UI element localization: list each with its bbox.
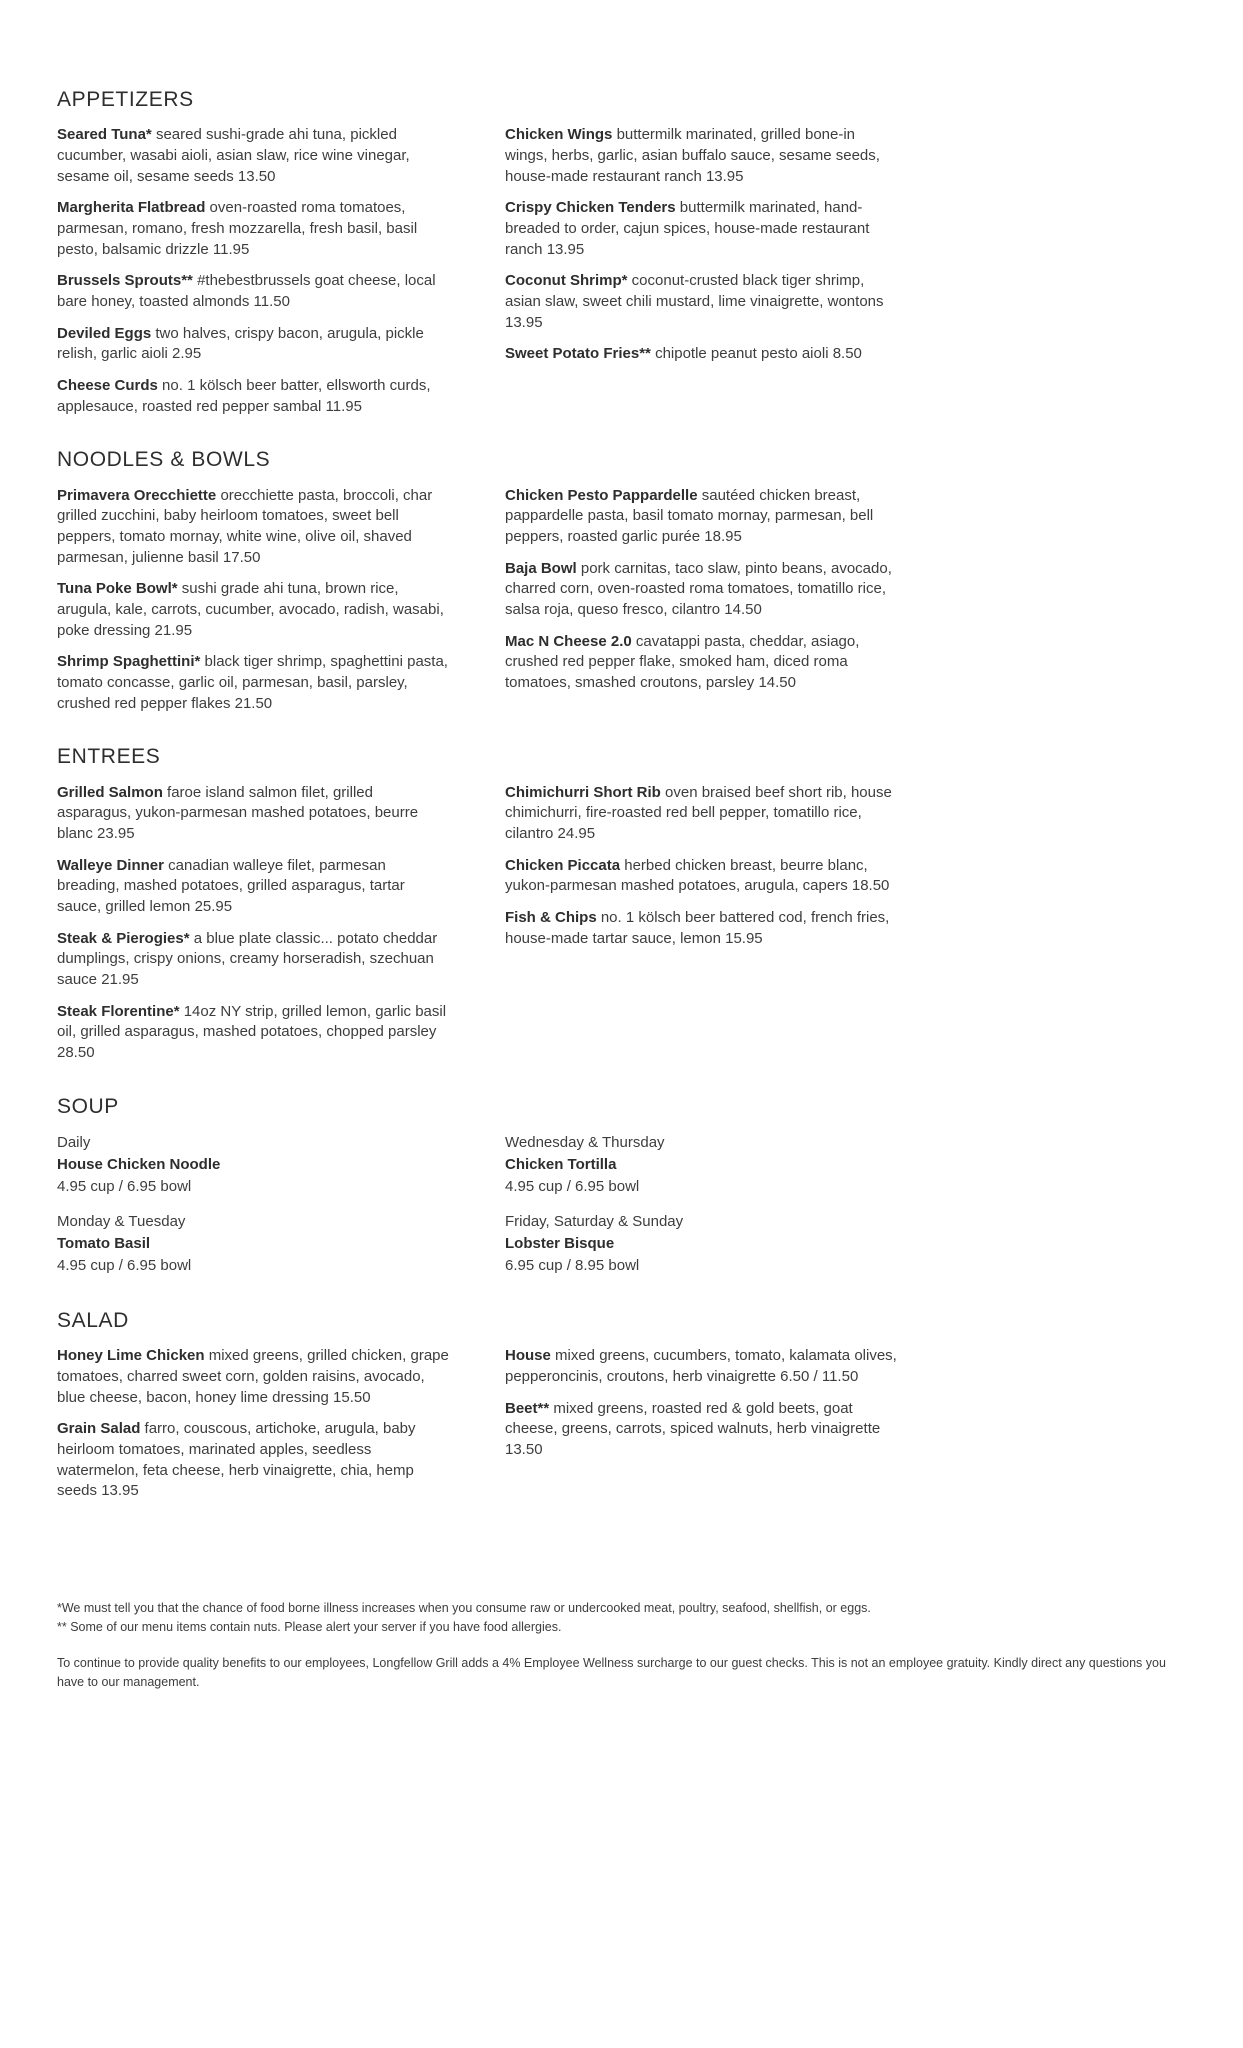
menu-item-desc: cavatappi pasta, cheddar, asiago, crushed red pepper flake, smoked ham, diced roma tomatoes, smashed croutons, parsley 14.50	[505, 632, 860, 692]
nuts-allergy-footnote: ** Some of our menu items contain nuts. Please alert your server if you have food allergies.	[57, 1620, 562, 1635]
soup-price: 4.95 cup / 6.95 bowl	[505, 1178, 640, 1196]
section-title: NOODLES & BOWLS	[57, 448, 271, 472]
section-title: APPETIZERS	[57, 88, 194, 111]
menu-item-name: Cheese Curds	[57, 377, 158, 395]
menu-item	[57, 324, 449, 365]
menu-item-desc: farro, couscous, artichoke, arugula, baby heirloom tomatoes, marinated apples, seedless watermelon, feta cheese, herb vinaigrette, chia, hemp seeds 13.95	[57, 1420, 416, 1500]
menu-item-name: Chicken Wings	[505, 126, 613, 144]
menu-item-desc: faroe island salmon filet, grilled asparagus, yukon-parmesan mashed potatoes, beurre blanc 23.95	[57, 783, 419, 842]
menu-item-desc: black tiger shrimp, spaghettini pasta, tomato concasse, garlic oil, parmesan, basil, parsley, crushed red pepper flakes 21.50	[57, 653, 448, 712]
menu-item	[57, 198, 449, 260]
soup-item	[57, 1211, 449, 1278]
menu-item-desc: chipotle peanut pesto aioli 8.50	[655, 345, 862, 363]
section-columns	[57, 125, 1185, 428]
menu-item	[505, 856, 897, 897]
section-columns	[57, 1346, 1185, 1513]
menu-item	[505, 1346, 897, 1387]
menu-item-name: House	[505, 1347, 551, 1365]
soup-name: Chicken Tortilla	[505, 1156, 617, 1174]
menu-item-name: Chicken Pesto Pappardelle	[505, 486, 698, 504]
menu-column	[57, 783, 449, 1075]
soup-schedule-label: Friday, Saturday & Sunday	[505, 1212, 684, 1230]
menu-item	[57, 1419, 449, 1502]
section-title: SALAD	[57, 1309, 129, 1333]
section-title: SOUP	[57, 1094, 119, 1118]
section-columns	[57, 783, 1185, 1075]
menu-item	[505, 559, 897, 621]
menu-item-desc: herbed chicken breast, beurre blanc, yukon-parmesan mashed potatoes, arugula, capers 18.50	[505, 856, 890, 895]
menu-item-name: Baja Bowl	[505, 559, 577, 577]
menu-item-name: Sweet Potato Fries**	[505, 345, 651, 363]
menu-item-name: Primavera Orecchiette	[57, 486, 217, 504]
menu-item-name: Steak & Pierogies*	[57, 929, 190, 947]
menu-item-name: Shrimp Spaghettini*	[57, 653, 201, 671]
menu-item-desc: buttermilk marinated, grilled bone-in wings, herbs, garlic, asian buffalo sauce, sesame seeds, house-made restaurant ranch 13.95	[505, 126, 880, 185]
section-columns	[57, 486, 1185, 726]
menu-item-name: Deviled Eggs	[57, 324, 152, 342]
menu-item	[505, 632, 897, 694]
menu-item	[57, 125, 449, 187]
menu-item-desc: no. 1 kölsch beer battered cod, french fries, house-made tartar sauce, lemon 15.95	[505, 908, 890, 947]
menu-item	[57, 376, 449, 417]
menu-item-desc: a blue plate classic... potato cheddar dumplings, crispy onions, creamy horseradish, szechuan sauce 21.95	[57, 929, 438, 989]
menu-item-desc: mixed greens, grilled chicken, grape tomatoes, charred sweet corn, golden raisins, avocado, blue cheese, bacon, honey lime dressing 15.50	[57, 1347, 449, 1406]
menu-item-desc: buttermilk marinated, hand-breaded to order, cajun spices, house-made restaurant ranch 13.95	[505, 199, 870, 258]
menu-section	[57, 1095, 1185, 1289]
menu-column	[505, 1346, 897, 1471]
menu-item	[57, 1346, 449, 1408]
soup-name: Lobster Bisque	[505, 1234, 615, 1252]
menu-item	[505, 1399, 897, 1461]
menu-item-desc: canadian walleye filet, parmesan breading, mashed potatoes, grilled asparagus, tartar sauce, grilled lemon 25.95	[57, 856, 405, 915]
menu-item-name: Margherita Flatbread	[57, 199, 206, 217]
menu-footer	[57, 1599, 1185, 1693]
menu-item	[57, 1002, 449, 1064]
soup-price: 4.95 cup / 6.95 bowl	[57, 1178, 192, 1196]
menu-item-name: Beet**	[505, 1399, 550, 1417]
menu-item-name: Honey Lime Chicken	[57, 1347, 205, 1365]
menu-item	[57, 929, 449, 991]
soup-schedule-label: Daily	[57, 1133, 91, 1151]
menu-item-desc: sautéed chicken breast, pappardelle pasta, basil tomato mornay, parmesan, bell peppers, roasted garlic purée 18.95	[505, 486, 874, 545]
menu-section	[57, 88, 1185, 428]
menu-sections	[57, 88, 1185, 1513]
menu-item-desc: pork carnitas, taco slaw, pinto beans, avocado, charred corn, oven-roasted roma tomatoes, tomatillo rice, salsa roja, queso fresco, cilantro 14.50	[505, 559, 892, 618]
menu-item	[57, 579, 449, 641]
menu-item-desc: orecchiette pasta, broccoli, char grilled zucchini, baby heirloom tomatoes, sweet bell peppers, tomato mornay, white wine, olive oil, shaved parmesan, julienne basil 17.50	[57, 486, 433, 566]
menu-item	[505, 344, 897, 365]
menu-item-desc: #thebestbrussels goat cheese, local bare honey, toasted almonds 11.50	[57, 272, 436, 310]
menu-item	[505, 271, 897, 333]
menu-item	[505, 908, 897, 949]
soup-item	[57, 1132, 449, 1199]
soup-name: Tomato Basil	[57, 1234, 151, 1252]
menu-item-name: Chicken Piccata	[505, 856, 621, 874]
menu-item	[57, 783, 449, 845]
menu-item-desc: no. 1 kölsch beer batter, ellsworth curds, applesauce, roasted red pepper sambal 11.95	[57, 377, 431, 415]
menu-item	[505, 783, 897, 845]
menu-item-name: Tuna Poke Bowl*	[57, 580, 178, 598]
menu-item-desc: mixed greens, cucumbers, tomato, kalamata olives, pepperoncinis, croutons, herb vinaigrette 6.50 / 11.50	[505, 1347, 897, 1385]
menu-column	[57, 1132, 449, 1289]
menu-item	[505, 198, 897, 260]
section-title: ENTREES	[57, 745, 161, 769]
menu-item-name: Grilled Salmon	[57, 783, 163, 801]
menu-item	[57, 486, 449, 569]
menu-item	[505, 125, 897, 187]
menu-item-desc: 14oz NY strip, grilled lemon, garlic basil oil, grilled asparagus, mashed potatoes, chopped parsley 28.50	[57, 1002, 447, 1062]
menu-column	[505, 125, 897, 376]
menu-item-name: Steak Florentine*	[57, 1002, 180, 1020]
menu-column	[505, 783, 897, 961]
menu-item-name: Mac N Cheese 2.0	[505, 632, 632, 650]
menu-item	[57, 856, 449, 918]
menu-item-name: Brussels Sprouts**	[57, 272, 193, 290]
menu-column	[505, 1132, 897, 1289]
soup-item	[505, 1132, 897, 1199]
soup-price: 6.95 cup / 8.95 bowl	[505, 1256, 640, 1274]
menu-item-desc: sushi grade ahi tuna, brown rice, arugula, kale, carrots, cucumber, avocado, radish, wasabi, poke dressing 21.95	[57, 580, 444, 639]
menu-item-desc: oven-roasted roma tomatoes, parmesan, romano, fresh mozzarella, fresh basil, basil pesto, balsamic drizzle 11.95	[57, 199, 418, 258]
menu-item-name: Chimichurri Short Rib	[505, 783, 661, 801]
menu-item-name: Crispy Chicken Tenders	[505, 199, 676, 217]
menu-item-name: Coconut Shrimp*	[505, 272, 628, 290]
menu-item-desc: mixed greens, roasted red & gold beets, goat cheese, greens, carrots, spiced walnuts, herb vinaigrette 13.50	[505, 1399, 881, 1458]
soup-item	[505, 1211, 897, 1278]
menu-section	[57, 1309, 1185, 1513]
menu-item-desc: coconut-crusted black tiger shrimp, asian slaw, sweet chili mustard, lime vinaigrette, wontons 13.95	[505, 272, 884, 331]
soup-price: 4.95 cup / 6.95 bowl	[57, 1256, 192, 1274]
menu-item-name: Walleye Dinner	[57, 856, 164, 874]
menu-item-name: Fish & Chips	[505, 908, 597, 926]
soup-schedule-label: Wednesday & Thursday	[505, 1133, 665, 1151]
soup-schedule-label: Monday & Tuesday	[57, 1212, 186, 1230]
menu-item-desc: two halves, crispy bacon, arugula, pickle relish, garlic aioli 2.95	[57, 324, 424, 363]
menu-item	[57, 652, 449, 714]
menu-item	[505, 486, 897, 548]
soup-name: House Chicken Noodle	[57, 1156, 221, 1174]
menu-section	[57, 745, 1185, 1074]
menu-item-name: Seared Tuna*	[57, 126, 152, 144]
menu-item-desc: seared sushi-grade ahi tuna, pickled cucumber, wasabi aioli, asian slaw, rice wine vinegar, sesame oil, sesame seeds 13.50	[57, 126, 410, 185]
menu-column	[57, 125, 449, 428]
menu-item-desc: oven braised beef short rib, house chimichurri, fire-roasted red bell pepper, tomatillo rice, cilantro 24.95	[505, 783, 892, 842]
menu-item	[57, 271, 449, 312]
menu-item-name: Grain Salad	[57, 1420, 141, 1438]
menu-column	[57, 486, 449, 726]
menu-column	[57, 1346, 449, 1513]
section-columns	[57, 1132, 1185, 1289]
menu-section	[57, 448, 1185, 725]
raw-food-footnote: *We must tell you that the chance of food borne illness increases when you consume raw or undercooked meat, poultry, seafood, shellfish, or eggs.	[57, 1601, 871, 1616]
surcharge-note: To continue to provide quality benefits to our employees, Longfellow Grill adds a 4% Employee Wellness surcharge to our guest checks. This is not an employee gratuity. Kindly direct any questions you have to our management.	[57, 1655, 1166, 1690]
menu-column	[505, 486, 897, 705]
